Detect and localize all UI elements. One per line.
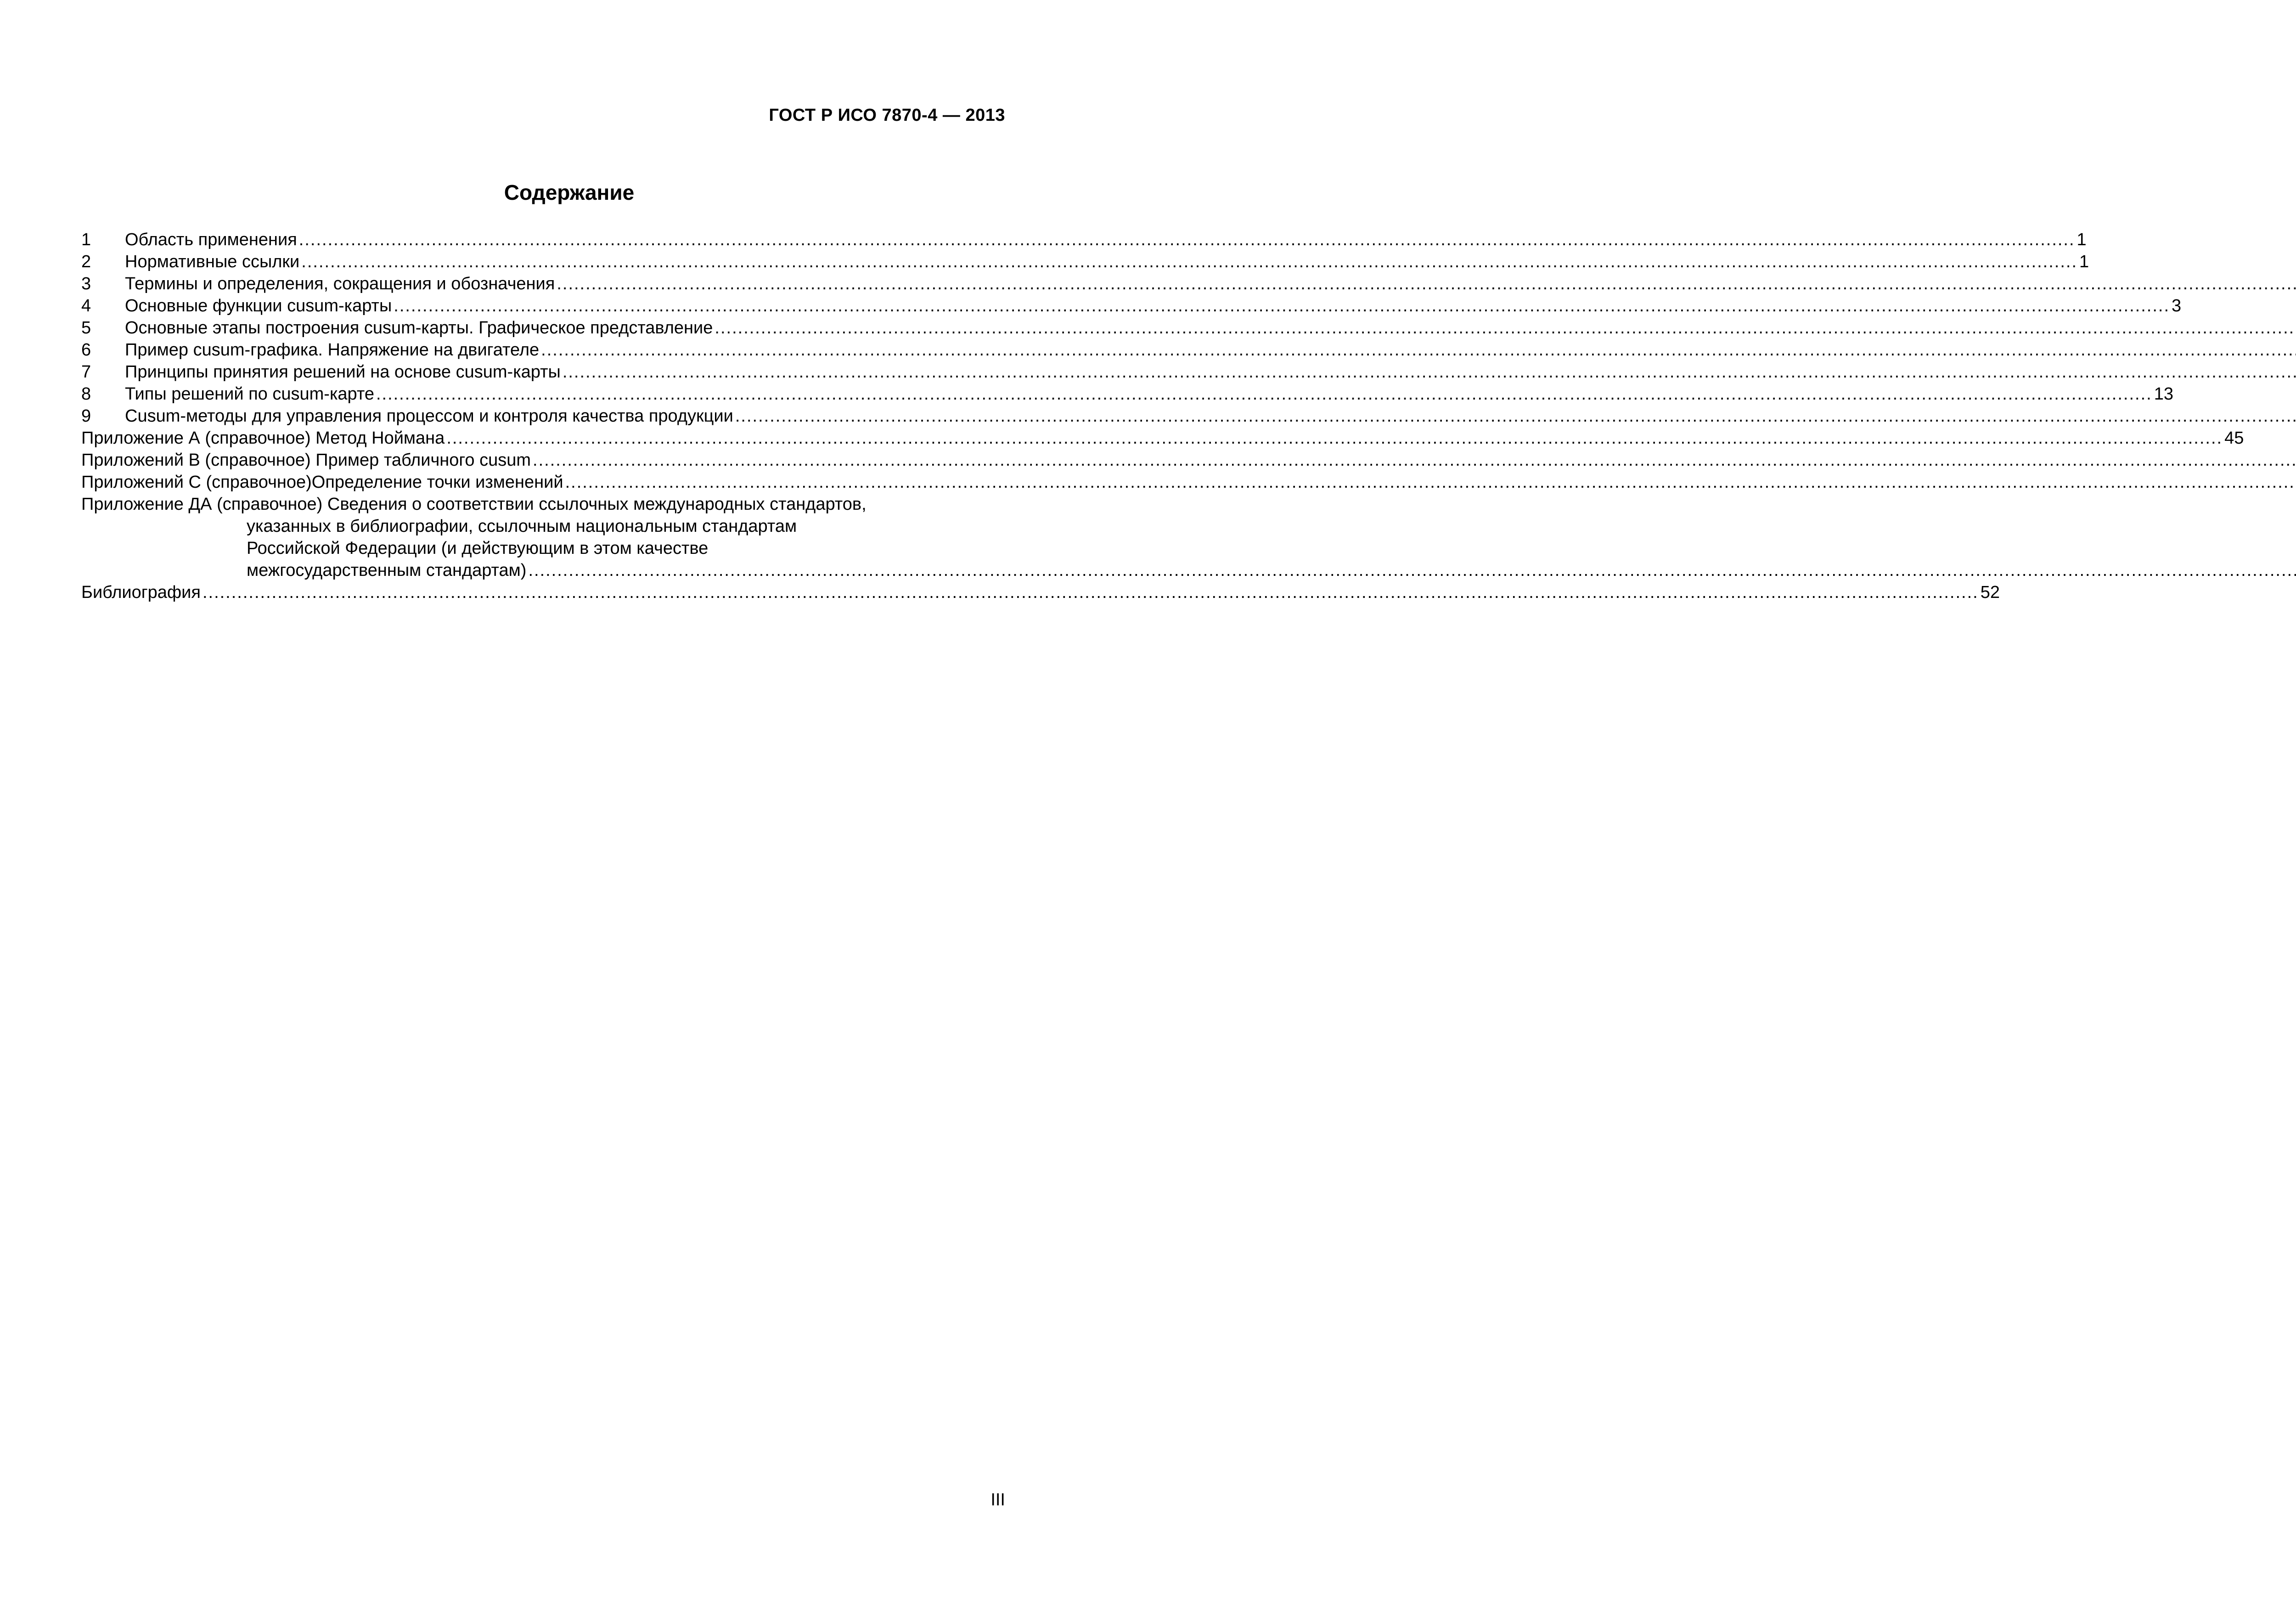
toc-entry-title: Cusum-методы для управления процессом и контроля качества продукции [125, 406, 733, 426]
toc-annex-da-entry[interactable] [81, 493, 995, 581]
toc-dot-leader [376, 383, 2152, 405]
toc-entry-title: Основные этапы построения cusum-карты. Графическое представление [125, 318, 713, 338]
toc-entry-title: Принципы принятия решений на основе cusum-карты [125, 362, 561, 382]
toc-annex-title: Приложений С (справочное)Определение точки изменений [81, 473, 563, 492]
toc-entry-title: Основные функции cusum-карты [125, 296, 392, 315]
toc-entry-number: 5 [81, 318, 91, 338]
toc-entry-number: 4 [81, 296, 91, 315]
toc-entry-page: 1 [2077, 230, 2087, 249]
toc-dot-leader [301, 251, 2077, 273]
toc-annex-da-line-2: указанных в библиографии, ссылочным национальным стандартам [247, 517, 797, 536]
toc-annex-entry[interactable] [81, 471, 995, 493]
toc-dot-leader [299, 229, 2075, 251]
toc-dot-leader [563, 361, 2296, 383]
toc-entry-title: Термины и определения, сокращения и обозначения [125, 274, 555, 293]
toc-dot-leader [715, 317, 2296, 339]
toc-annex-title: Приложений В (справочное) Пример табличного cusum [81, 451, 531, 470]
toc-entry[interactable] [81, 317, 995, 339]
toc-entry[interactable] [81, 295, 2182, 317]
toc-dot-leader [528, 559, 2296, 581]
toc-entry-number: 3 [81, 274, 91, 293]
toc-dot-leader [533, 449, 2296, 471]
toc-entry-title: Типы решений по cusum-карте [125, 384, 374, 404]
toc-entry-number: 6 [81, 340, 91, 360]
toc-dot-leader [565, 471, 2296, 493]
toc-entry-number: 8 [81, 384, 91, 404]
toc-entry[interactable] [81, 405, 995, 427]
toc-entry-number: 1 [81, 230, 91, 249]
toc-entry-page: 13 [2154, 384, 2173, 404]
toc-annex-entry[interactable] [81, 427, 2244, 449]
toc-entry[interactable] [81, 229, 2087, 251]
toc-annex-title: Приложение А (справочное) Метод Ноймана [81, 428, 445, 448]
toc-dot-leader [446, 427, 2223, 449]
toc-entry-page: 1 [2079, 252, 2089, 271]
document-designation: ГОСТ Р ИСО 7870-4 — 2013 [769, 106, 1005, 125]
toc-annex-page: 45 [2224, 428, 2244, 448]
toc-entry-title: Область применения [125, 230, 297, 249]
toc-entry[interactable] [81, 251, 2089, 273]
toc-entry-number: 7 [81, 362, 91, 382]
toc-annex-da-line-4 [81, 559, 995, 581]
toc-dot-leader [735, 405, 2296, 427]
toc-entry[interactable] [81, 273, 995, 295]
toc-entry-page: 3 [2172, 296, 2182, 315]
toc-bibliography-page: 52 [1980, 583, 2000, 602]
toc-dot-leader [541, 339, 2296, 361]
toc-dot-leader [557, 273, 2296, 295]
toc-entry-number: 2 [81, 252, 91, 271]
table-of-contents [81, 229, 2244, 603]
toc-entry[interactable] [81, 361, 995, 383]
toc-annex-da-line-3: Российской Федерации (и действующим в этом качестве [247, 539, 709, 558]
toc-annex-da-line-4-text: межгосударственным стандартам) [247, 561, 527, 580]
toc-annex-da-line-1: Приложение ДА (справочное) Сведения о соответствии ссылочных международных стандартов, [81, 495, 867, 514]
page-number: III [990, 1490, 1005, 1510]
toc-annex-entry[interactable] [81, 449, 995, 471]
toc-dot-leader [203, 581, 1979, 603]
toc-entry-title: Пример cusum-графика. Напряжение на двигателе [125, 340, 540, 360]
toc-entry[interactable] [81, 383, 2173, 405]
toc-entry-number: 9 [81, 406, 91, 426]
toc-entry[interactable] [81, 339, 995, 361]
toc-entry-title: Нормативные ссылки [125, 252, 300, 271]
toc-dot-leader [394, 295, 2170, 317]
toc-bibliography-title: Библиография [81, 583, 201, 602]
toc-bibliography-entry[interactable] [81, 581, 2000, 603]
toc-title: Содержание [504, 180, 635, 204]
